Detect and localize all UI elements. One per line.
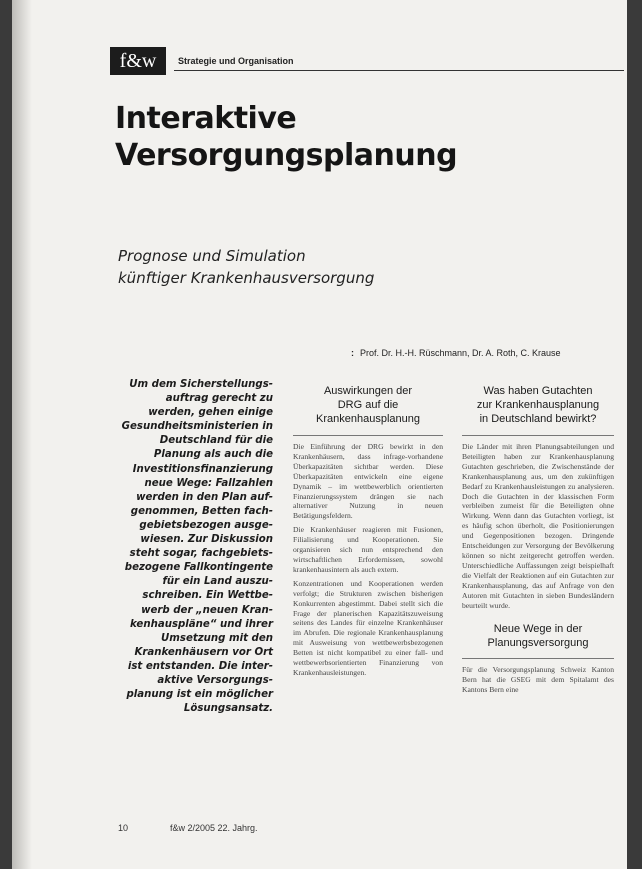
col2-paragraph-1: Die Länder mit ihren Planungsabteilungen und Beteiligten haben zur Krankenhausplanung Gutachten geschrieben, die Zwischenstände der Krankenhausplanung aus, um den zukünftigen Bedarf zu Krankenhausleistungen zu analysieren. Doch die Gutachten in der klassischen Form verbleiben zumeist für die Beteiligten ohne Wirkung. Wenn dann das Gutachten vorliegt, ist es häufig schon überholt, die Positionierungen und Gegenpositionen bezogen. Dringende Entscheidungen zur Versorgung der Bevölkerung können so nicht zeitgerecht getroffen werden. Unterschiedliche Auffassungen zeigt beispielhaft die Vielfalt der Reaktionen auf ein Gutachten zur Krankenhausplanung, das auf Anfrage von den Autoren mit Gutachten in sieben Bundesländern beurteilt wurde. xyxy=(462,442,614,610)
authors-text: Prof. Dr. H.-H. Rüschmann, Dr. A. Roth, C. Krause xyxy=(360,348,561,358)
col2-divider-2 xyxy=(462,658,614,659)
col1-heading-line-3: Krankenhausplanung xyxy=(316,413,420,425)
article-title xyxy=(115,100,457,174)
magazine-page xyxy=(12,0,627,869)
col1-heading xyxy=(293,384,443,426)
page-number: 10 xyxy=(118,823,129,833)
col2-subheading-line-1: Neue Wege in der xyxy=(493,623,583,636)
author-line xyxy=(351,348,561,358)
col2-heading-line-1: Was haben Gutachten xyxy=(483,385,593,397)
column-2 xyxy=(462,384,614,699)
col1-divider xyxy=(293,435,443,436)
col2-divider xyxy=(462,435,614,436)
col2-heading-line-2: zur Krankenhausplanung xyxy=(476,399,600,411)
col2-heading-line-3: in Deutschland bewirkt? xyxy=(479,413,597,425)
teaser-text: Um dem Sicherstellungs-auftrag gerecht zu werden, gehen einige Gesundheitsministerien in Deutschland für die Planung als auch die Investitionsfinanzierung neue Wege: Fallzahlen werden in den Plan auf-genommen, Betten fach-gebietsbezogen ausge-wiesen. Zur Diskussion steht sogar, fachgebiets-bezogene Fallkontingente für ein Land auszu-schreiben. Ein Wettbe-werb der „neuen Kran-kenhauspläne“ und ihrer Umsetzung mit den Krankenhäusern vor Ort ist entstanden. Die inter-aktive Versorgungs-planung ist ein möglicher Lösungsansatz. xyxy=(121,379,273,715)
column-1 xyxy=(293,384,443,682)
journal-issue: f&w 2/2005 22. Jahrg. xyxy=(170,823,258,833)
col1-heading-line-2: DRG auf die xyxy=(337,399,399,411)
col2-paragraph-2: Für die Versorgungsplanung Schweiz Kanton Bern hat die GSEG mit dem Spitalamt des Kantons Bern eine xyxy=(462,665,614,695)
title-line-2: Versorgungsplanung xyxy=(115,138,458,173)
section-label: Strategie und Organisation xyxy=(178,56,294,66)
subtitle-line-2: künftiger Krankenhausversorgung xyxy=(118,269,375,287)
col2-subheading-line-2: Planungsversorgung xyxy=(487,637,589,650)
col2-heading xyxy=(462,384,614,426)
title-line-1: Interaktive xyxy=(115,101,297,136)
col1-paragraph-2: Die Krankenhäuser reagieren mit Fusionen, Filialisierung und Kooperationen. Sie organisieren sich nun entsprechend den wirtschaftlichen Erfordernissen, sowohl krankenhausintern als auch extern. xyxy=(293,525,443,574)
article-subtitle xyxy=(118,245,374,289)
col1-heading-line-1: Auswirkungen der xyxy=(323,385,413,397)
header-rule xyxy=(174,70,624,71)
col1-paragraph-1: Die Einführung der DRG bewirkt in den Krankenhäusern, dass infrage-vorhandene Überkapazitäten sichtbar werden. Diese Überkapazitäten entwickeln eine eigene Dynamik – im wettbewerblich orientierten Finanzierungssystem drängen sie nach alternativer Nutzung in neuen Betätigungsfeldern. xyxy=(293,442,443,521)
col1-paragraph-3: Konzentrationen und Kooperationen werden verfolgt; die Strukturen zwischen bisherigen Konkurrenten abgestimmt. Dabei stellt sich die Frage der planerischen Kapazitätszuweisung seitens des Landes für einzelne Krankenhäuser im Abrufen. Die regionale Krankenhausplanung mit Ausweisung von wettbewerbsbezogenen Betten ist nicht kompatibel zu einer fall- und wettbewerbsorientierten Finanzierung von Krankenhausleistungen. xyxy=(293,578,443,677)
journal-logo: f&w xyxy=(110,47,166,75)
author-bullet-icon: : xyxy=(351,348,354,358)
subtitle-line-1: Prognose und Simulation xyxy=(118,247,306,265)
col2-subheading xyxy=(462,622,614,650)
